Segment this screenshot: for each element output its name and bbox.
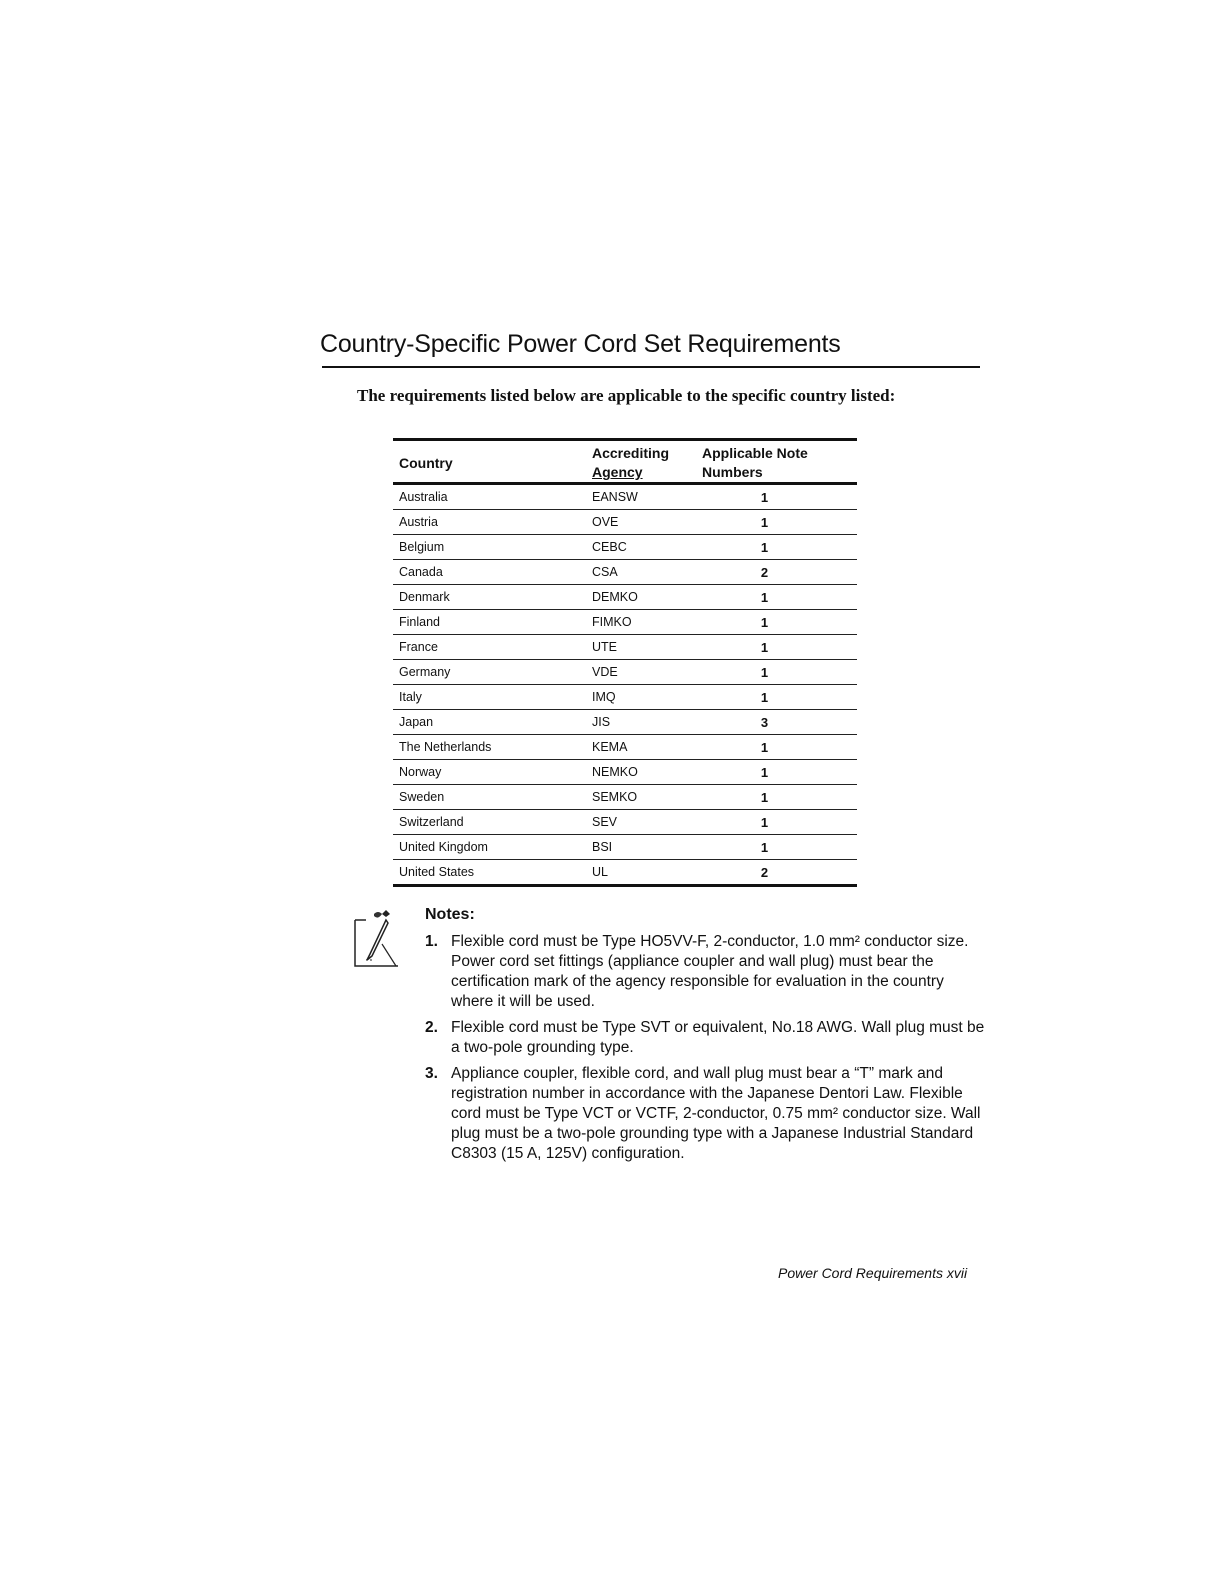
country-cell: Norway <box>393 760 586 785</box>
power-cord-requirements-table <box>393 438 857 887</box>
agency-cell: BSI <box>586 835 696 860</box>
country-cell: Japan <box>393 710 586 735</box>
note-number-cell: 1 <box>696 785 857 810</box>
country-cell: France <box>393 635 586 660</box>
country-cell: Switzerland <box>393 810 586 835</box>
agency-cell: IMQ <box>586 685 696 710</box>
note-number-cell: 1 <box>696 510 857 535</box>
country-cell: Denmark <box>393 585 586 610</box>
note-item <box>425 932 985 1012</box>
table-body <box>393 484 857 886</box>
country-cell: Austria <box>393 510 586 535</box>
table-row <box>393 635 857 660</box>
intro-text: The requirements listed below are applicable to the specific country listed: <box>357 386 896 405</box>
country-cell: Germany <box>393 660 586 685</box>
note-number-cell: 1 <box>696 685 857 710</box>
note-number-cell: 2 <box>760 864 769 880</box>
country-cell: Sweden <box>393 785 586 810</box>
note-number-cell: 1 <box>696 484 857 510</box>
note-number: 2. <box>425 1019 438 1036</box>
agency-cell: DEMKO <box>586 585 696 610</box>
agency-cell: KEMA <box>586 735 696 760</box>
country-cell: Italy <box>393 685 586 710</box>
note-number-cell: 3 <box>696 710 857 735</box>
table-row <box>393 585 857 610</box>
table-header-row <box>393 440 857 484</box>
table-row <box>393 484 857 510</box>
page-title: Country-Specific Power Cord Set Requirements <box>320 330 841 358</box>
table-row <box>393 810 857 835</box>
country-cell: United States <box>399 865 475 879</box>
note-number-cell: 1 <box>696 610 857 635</box>
country-cell: Australia <box>393 484 586 510</box>
agency-cell: EANSW <box>586 484 696 510</box>
country-cell: Finland <box>393 610 586 635</box>
note-number-cell: 1 <box>696 535 857 560</box>
agency-cell: SEMKO <box>586 785 696 810</box>
table-row <box>393 835 857 860</box>
agency-cell: OVE <box>586 510 696 535</box>
note-number-cell: 1 <box>696 835 857 860</box>
note-number-cell: 1 <box>696 585 857 610</box>
agency-cell: UL <box>592 865 608 879</box>
table-row <box>393 760 857 785</box>
notes-list <box>425 932 985 1170</box>
note-number: 1. <box>425 933 438 950</box>
agency-cell: CEBC <box>586 535 696 560</box>
note-number-cell: 1 <box>696 760 857 785</box>
notes-heading: Notes: <box>425 906 475 923</box>
table-row <box>393 660 857 685</box>
agency-cell: NEMKO <box>586 760 696 785</box>
header-accrediting-agency: Accrediting Agency <box>586 440 696 484</box>
note-number-cell: 2 <box>696 560 857 585</box>
note-number: 3. <box>425 1065 438 1082</box>
note-number-cell: 1 <box>696 635 857 660</box>
note-text: Flexible cord must be Type SVT or equivalent, No.18 AWG. Wall plug must be a two-pole grounding type. <box>451 1019 985 1056</box>
note-item <box>425 1064 985 1164</box>
country-cell: Belgium <box>393 535 586 560</box>
country-cell: Canada <box>393 560 586 585</box>
note-number-cell: 1 <box>696 735 857 760</box>
country-cell: The Netherlands <box>393 735 586 760</box>
table-row <box>393 685 857 710</box>
table-row <box>393 710 857 735</box>
table-row <box>393 785 857 810</box>
table-row <box>393 535 857 560</box>
table-row <box>393 610 857 635</box>
note-number-cell: 1 <box>696 660 857 685</box>
agency-cell: SEV <box>586 810 696 835</box>
page-footer: Power Cord Requirements xvii <box>778 1265 968 1281</box>
agency-cell: FIMKO <box>586 610 696 635</box>
header-country: Country <box>393 440 586 484</box>
notepad-pencil-icon <box>352 908 400 970</box>
agency-cell: CSA <box>586 560 696 585</box>
table-row <box>393 860 857 886</box>
header-applicable-note-numbers: Applicable Note Numbers <box>696 440 857 484</box>
agency-cell: JIS <box>586 710 696 735</box>
note-number-cell: 1 <box>696 810 857 835</box>
title-divider <box>322 366 980 368</box>
note-item <box>425 1018 985 1058</box>
agency-cell: UTE <box>586 635 696 660</box>
note-text: Flexible cord must be Type HO5VV-F, 2-conductor, 1.0 mm² conductor size. Power cord set fittings (appliance coupler and wall plug) must bear the certification mark of the agency responsible for evaluation in the country where it will be used. <box>451 933 969 1010</box>
table-row <box>393 735 857 760</box>
table-row <box>393 510 857 535</box>
table-row <box>393 560 857 585</box>
agency-cell: VDE <box>586 660 696 685</box>
country-cell: United Kingdom <box>393 835 586 860</box>
note-text: Appliance coupler, flexible cord, and wall plug must bear a “T” mark and registration number in accordance with the Japanese Dentori Law. Flexible cord must be Type VCT or VCTF, 2-conductor, 0.75 mm² conductor size. Wall plug must be a two-pole grounding type with a Japanese Industrial Standard C8303 (15 A, 125V) configuration. <box>451 1065 981 1162</box>
